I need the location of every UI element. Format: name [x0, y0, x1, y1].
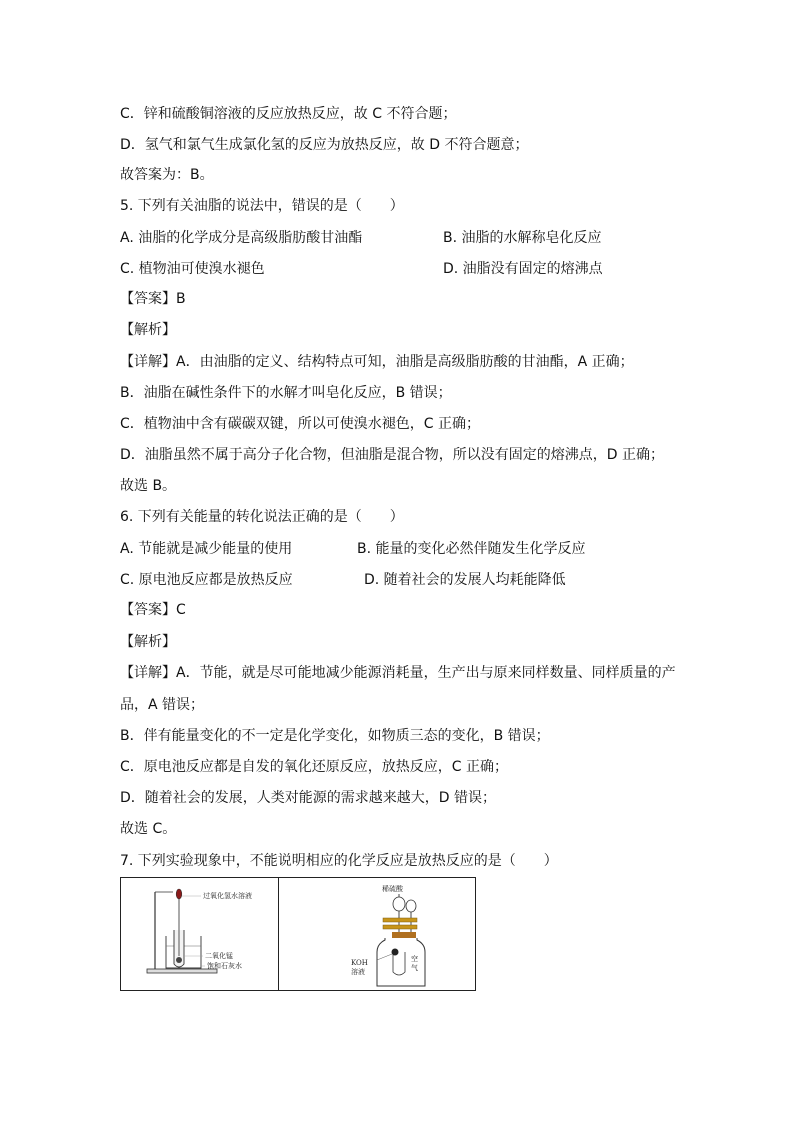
- option-6c: C. 原电池反应都是放热反应: [120, 572, 293, 588]
- label-mno2: 二氧化锰: [205, 952, 233, 960]
- text-line: D．氢气和氯气生成氯化氢的反应为放热反应，故 D 不符合题意；: [120, 137, 529, 153]
- analysis-label: 【解析】: [120, 322, 176, 338]
- detail-line: C．植物油中含有碳碳双键，所以可使溴水褪色，C 正确；: [120, 416, 480, 432]
- analysis-label: 【解析】: [120, 634, 176, 650]
- option-5b: B. 油脂的水解称皂化反应: [443, 230, 602, 246]
- answer-6: 【答案】C: [120, 602, 186, 618]
- question-5: 5. 下列有关油脂的说法中，错误的是（ ）: [120, 198, 404, 214]
- question-6: 6. 下列有关能量的转化说法正确的是（ ）: [120, 509, 404, 525]
- selection-6: 故选 C。: [120, 821, 177, 837]
- question-7: 7. 下列实验现象中，不能说明相应的化学反应是放热反应的是（ ）: [120, 853, 558, 869]
- detail-line: 品，A 错误；: [120, 697, 205, 713]
- selection-5: 故选 B。: [120, 478, 177, 494]
- detail-line: D．油脂虽然不属于高分子化合物，但油脂是混合物，所以没有固定的熔沸点，D 正确；: [120, 447, 665, 463]
- detail-line: 【详解】A．节能，就是尽可能地减少能源消耗量，生产出与原来同样数量、同样质量的产: [120, 665, 676, 681]
- label-air-1: 空: [411, 955, 418, 963]
- detail-line: B．伴有能量变化的不一定是化学变化，如物质三态的变化，B 错误；: [120, 728, 550, 744]
- label-h2o2: 过氧化氢水溶液: [203, 892, 252, 900]
- option-6a: A. 节能就是减少能量的使用: [120, 541, 293, 557]
- text-line: C．锌和硫酸铜溶液的反应放热反应，故 C 不符合题；: [120, 106, 457, 122]
- option-6d: D. 随着社会的发展人均耗能降低: [364, 572, 566, 588]
- label-acid: 稀硫酸: [382, 885, 403, 893]
- koh-apparatus-diagram: [279, 878, 475, 990]
- detail-line: D．随着社会的发展，人类对能源的需求越来越大，D 错误；: [120, 790, 497, 806]
- option-5a: A. 油脂的化学成分是高级脂肪酸甘油酯: [120, 230, 363, 246]
- option-5d: D. 油脂没有固定的熔沸点: [443, 261, 603, 277]
- answer-5: 【答案】B: [120, 291, 186, 307]
- detail-line: B．油脂在碱性条件下的水解才叫皂化反应，B 错误；: [120, 385, 452, 401]
- option-6b: B. 能量的变化必然伴随发生化学反应: [357, 541, 586, 557]
- label-air-2: 气: [411, 964, 418, 972]
- option-5c: C. 植物油可使溴水褪色: [120, 261, 265, 277]
- label-limewater: 饱和石灰水: [207, 962, 242, 970]
- detail-line: C．原电池反应都是自发的氧化还原反应，放热反应，C 正确；: [120, 759, 508, 775]
- label-koh-solution: 溶液: [351, 968, 365, 976]
- experiment-figure: [120, 877, 476, 991]
- detail-line: 【详解】A．由油脂的定义、结构特点可知，油脂是高级脂肪酸的甘油酯，A 正确；: [120, 354, 634, 370]
- text-line: 故答案为：B。: [120, 167, 214, 183]
- h2o2-apparatus-diagram: [121, 878, 277, 990]
- label-koh: KOH: [351, 959, 368, 967]
